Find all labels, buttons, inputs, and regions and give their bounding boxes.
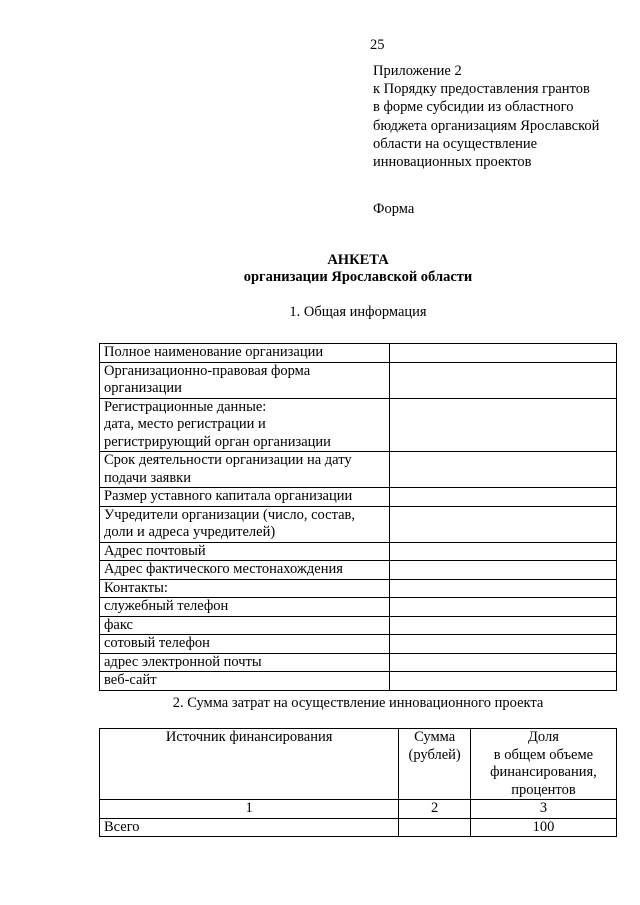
info-row-label [100,488,390,507]
info-row [100,635,617,654]
info-row [100,616,617,635]
info-row-label [100,506,390,542]
info-row-label-line: факс [104,616,133,633]
info-row-value [389,672,616,691]
total-label: Всего [100,818,399,837]
column-number: 2 [399,800,471,819]
info-row-label [100,616,390,635]
info-row-value [389,488,616,507]
costs-table [99,728,617,837]
info-row-label [100,672,390,691]
info-row [100,506,617,542]
info-row-label-line: доли и адреса учредителей) [104,524,276,540]
header-share-line: финансирования, [490,764,597,780]
costs-header-row [100,729,617,800]
info-row-value [389,579,616,598]
info-row-label-line: Адрес фактического местонахождения [104,561,343,577]
total-sum-cell [399,818,471,837]
info-row-value [389,344,616,363]
info-row-value [389,506,616,542]
info-row [100,398,617,452]
section-2-heading: 2. Сумма затрат на осуществление инновационного проекта [172,695,544,711]
appendix-note [373,62,599,171]
info-row-label [100,344,390,363]
info-row-label-line: дата, место регистрации и [104,416,266,432]
costs-total-row [100,818,617,837]
info-row-label-line: Полное наименование организации [104,344,324,360]
header-share-line: в общем объеме [493,746,594,763]
info-row-label [100,542,390,561]
info-row-label [100,598,390,617]
info-row-label [100,579,390,598]
info-row [100,452,617,488]
title-line-2: организации Ярославской области [243,269,473,285]
info-row-label-line: Регистрационные данные: [104,398,267,415]
info-row-value [389,616,616,635]
form-label: Форма [373,201,415,217]
info-row-label [100,398,390,452]
info-row-value [389,653,616,672]
info-row-value [389,452,616,488]
document-title [0,252,640,286]
info-row [100,672,617,691]
info-row-label-line: Организационно-правовая форма [104,362,311,379]
info-row-label [100,653,390,672]
appendix-line: Приложение 2 [373,63,462,79]
info-row-label-line: подачи заявки [104,469,191,486]
info-row-label [100,635,390,654]
info-row [100,561,617,580]
header-source: Источник финансирования [100,729,399,800]
header-sum-line: Сумма [414,729,456,745]
info-row-value [389,542,616,561]
info-row-label-line: веб-сайт [104,672,157,688]
header-share-line: процентов [511,781,576,798]
info-row [100,344,617,363]
total-share: 100 [470,818,616,837]
header-sum [399,729,471,800]
info-row [100,598,617,617]
info-row-label-line: Срок деятельности организации на дату [104,452,352,468]
info-row [100,579,617,598]
header-share [470,729,616,800]
general-info-table [99,343,617,691]
column-number: 3 [470,800,616,819]
info-row-label-line: Учредители организации (число, состав, [104,506,356,523]
title-line-1: АНКЕТА [327,252,389,268]
appendix-line: бюджета организациям Ярославской [373,117,600,134]
info-row-value [389,362,616,398]
info-row-label-line: Контакты: [104,579,168,596]
info-row-label-line: организации [104,380,182,396]
info-row-label-line: регистрирующий орган организации [104,433,331,450]
info-row [100,488,617,507]
info-row-value [389,598,616,617]
info-row-label-line: Размер уставного капитала организации [104,488,353,504]
header-share-line: Доля [528,729,559,745]
column-number: 1 [100,800,399,819]
appendix-line: области на осуществление [373,135,538,152]
info-row-label [100,362,390,398]
info-row-label-line: служебный телефон [104,598,229,614]
info-row-label-line: адрес электронной почты [104,653,262,670]
section-1-heading: 1. Общая информация [289,304,427,320]
info-row [100,653,617,672]
info-row-label [100,561,390,580]
header-sum-line: (рублей) [408,746,461,763]
appendix-line: в форме субсидии из областного [373,99,574,116]
appendix-line: инновационных проектов [373,154,532,171]
info-row-label-line: сотовый телефон [104,635,210,651]
info-row-value [389,635,616,654]
info-row [100,362,617,398]
page-number: 25 [370,37,385,53]
appendix-line: к Порядку предоставления грантов [373,81,590,98]
info-row-value [389,398,616,452]
info-row-label [100,452,390,488]
info-row [100,542,617,561]
info-row-label-line: Адрес почтовый [104,542,206,559]
info-row-value [389,561,616,580]
costs-numbering-row [100,800,617,819]
